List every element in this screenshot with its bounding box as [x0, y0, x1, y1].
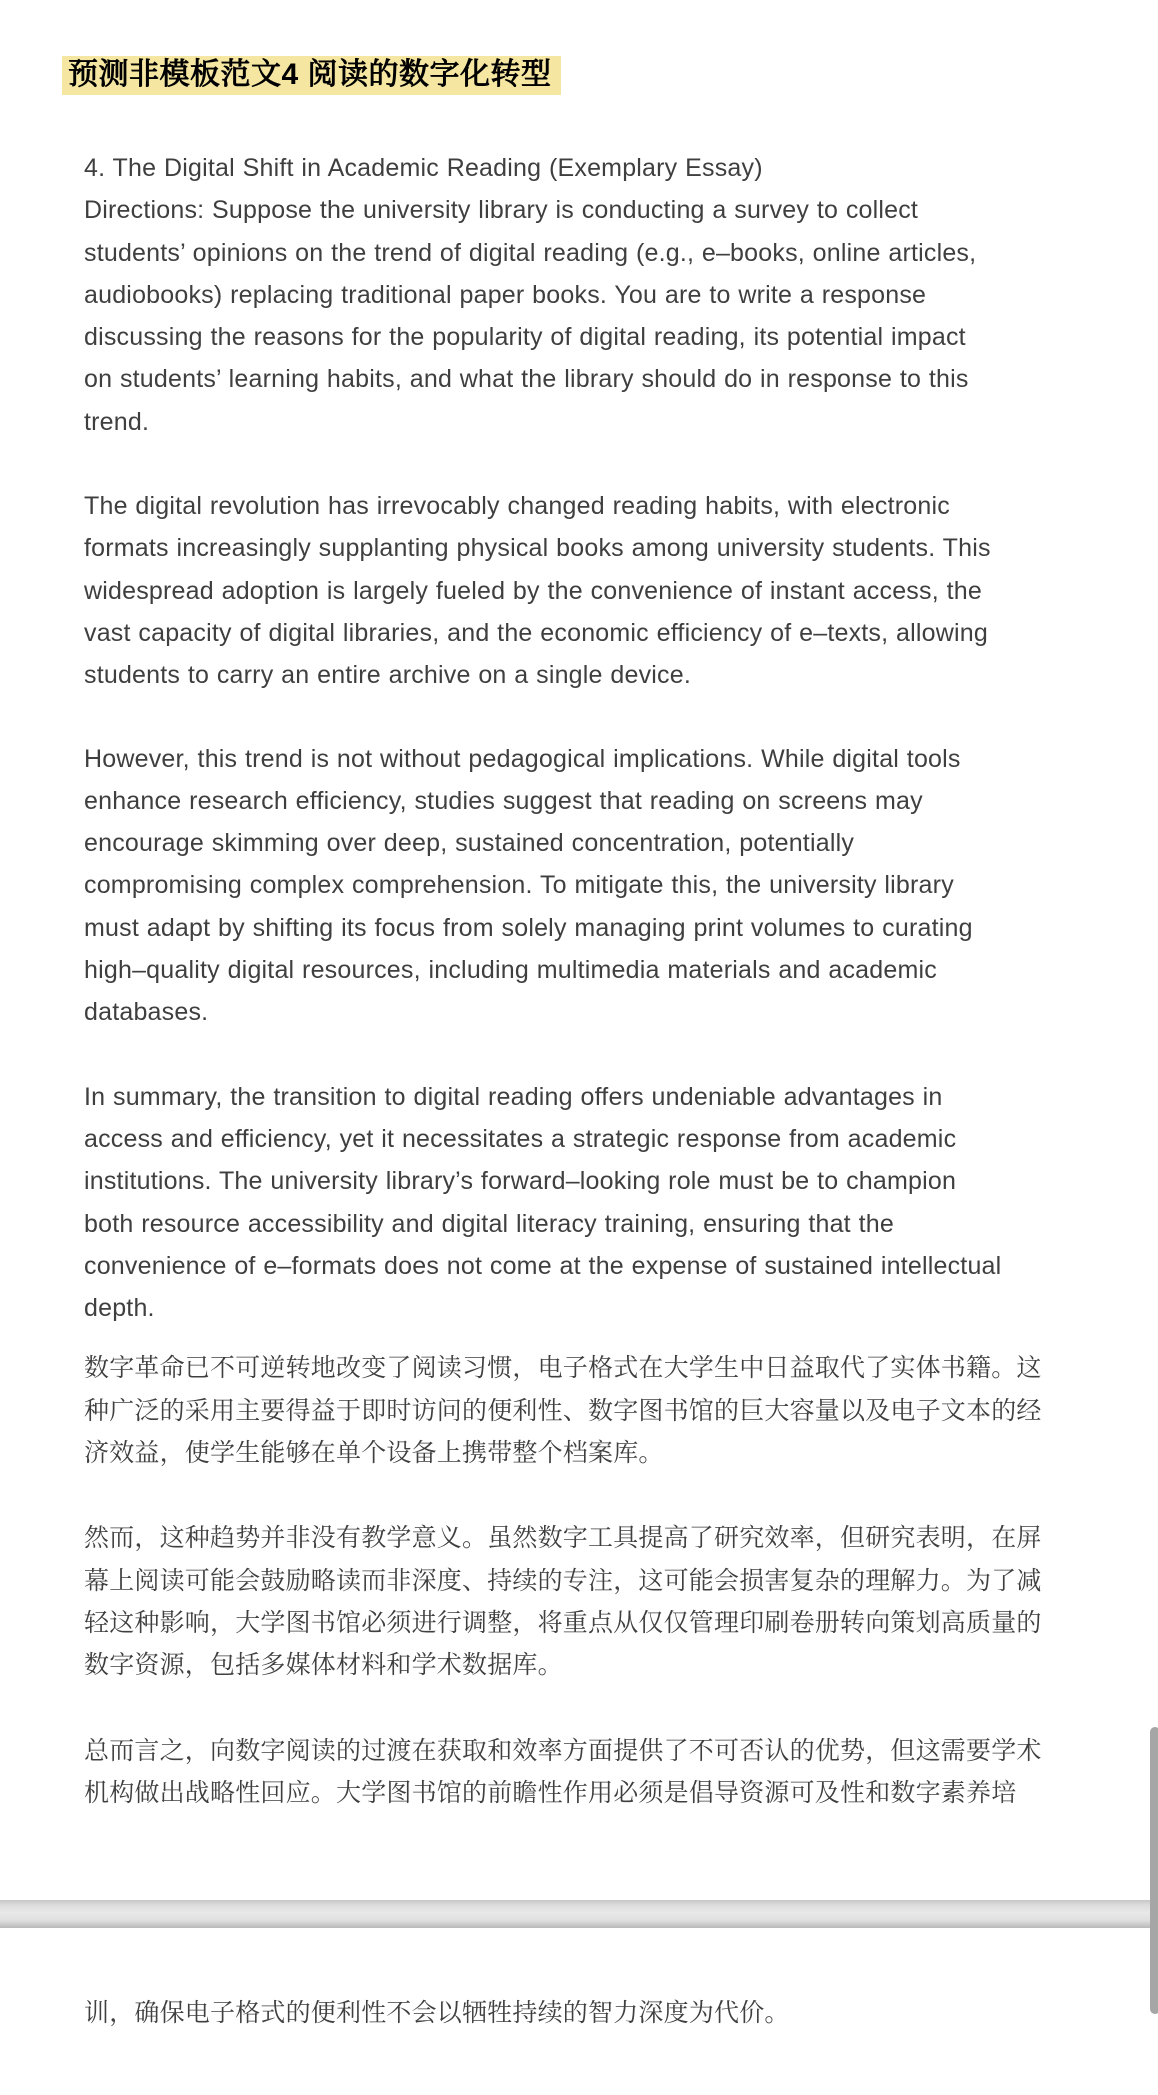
- essay-line: 机构做出战略性回应。大学图书馆的前瞻性作用必须是倡导资源可及性和数字素养培: [84, 1778, 1017, 1807]
- essay-paragraph: [84, 147, 1036, 443]
- essay-line: 种广泛的采用主要得益于即时访问的便利性、数字图书馆的巨大容量以及电子文本的经: [84, 1396, 1042, 1425]
- essay-line: However, this trend is not without pedagogical implications. While digital tools: [84, 744, 961, 773]
- essay-line: students to carry an entire archive on a single device.: [84, 661, 692, 690]
- essay-paragraph: [84, 738, 1036, 1034]
- essay-line: on students’ learning habits, and what the library should do in response to this: [84, 365, 969, 394]
- essay-line: 总而言之，向数字阅读的过渡在获取和效率方面提供了不可否认的优势，但这需要学术: [84, 1736, 1042, 1765]
- essay-line: 幕上阅读可能会鼓励略读而非深度、持续的专注，这可能会损害复杂的理解力。为了减: [84, 1566, 1042, 1595]
- essay-line: institutions. The university library’s forward–looking role must be to champion: [84, 1167, 957, 1196]
- essay-line: vast capacity of digital libraries, and the economic efficiency of e–texts, allowing: [84, 618, 988, 647]
- essay-paragraph-chinese: [84, 1517, 1042, 1686]
- essay-line-next-page: 训，确保电子格式的便利性不会以牺牲持续的智力深度为代价。: [84, 1999, 790, 2027]
- essay-line: discussing the reasons for the popularity of digital reading, its potential impact: [84, 323, 966, 352]
- essay-line: students’ opinions on the trend of digital reading (e.g., e–books, online articles,: [84, 238, 977, 267]
- essay-line: both resource accessibility and digital literacy training, ensuring that the: [84, 1209, 894, 1238]
- essay-paragraph-chinese: [84, 1347, 1042, 1474]
- essay-line: 济效益，使学生能够在单个设备上携带整个档案库。: [84, 1439, 664, 1468]
- essay-line: compromising complex comprehension. To mitigate this, the university library: [84, 871, 954, 900]
- page-title-text: 预测非模板范文4 阅读的数字化转型: [68, 58, 552, 91]
- essay-line: high–quality digital resources, including multimedia materials and academic: [84, 956, 937, 985]
- essay-line: databases.: [84, 998, 209, 1027]
- essay-paragraph: [84, 485, 1036, 696]
- essay-line: must adapt by shifting its focus from solely managing print volumes to curating: [84, 913, 973, 942]
- scrollbar-thumb[interactable]: [1150, 1727, 1158, 2014]
- essay-line: 4. The Digital Shift in Academic Reading (Exemplary Essay): [84, 154, 763, 182]
- essay-line: 数字革命已不可逆转地改变了阅读习惯，电子格式在大学生中日益取代了实体书籍。这: [84, 1354, 1042, 1383]
- essay-line: trend.: [84, 407, 150, 436]
- page-title: [62, 56, 561, 95]
- essay-line: depth.: [84, 1294, 155, 1323]
- essay-line: 然而，这种趋势并非没有教学意义。虽然数字工具提高了研究效率，但研究表明，在屏: [84, 1524, 1042, 1553]
- essay-line: formats increasingly supplanting physical books among university students. This: [84, 534, 991, 563]
- essay-content: [84, 147, 1042, 1814]
- essay-paragraph: [84, 1076, 1036, 1330]
- essay-line: The digital revolution has irrevocably changed reading habits, with electronic: [84, 492, 950, 521]
- essay-line: In summary, the transition to digital reading offers undeniable advantages in: [84, 1082, 943, 1111]
- essay-line: encourage skimming over deep, sustained concentration, potentially: [84, 829, 855, 858]
- essay-line: Directions: Suppose the university library is conducting a survey to collect: [84, 196, 919, 225]
- essay-line: audiobooks) replacing traditional paper books. You are to write a response: [84, 280, 927, 309]
- essay-line: 数字资源，包括多媒体材料和学术数据库。: [84, 1651, 563, 1680]
- essay-line: enhance research efficiency, studies suggest that reading on screens may: [84, 786, 923, 815]
- essay-line: widespread adoption is largely fueled by the convenience of instant access, the: [84, 576, 982, 605]
- essay-line: 轻这种影响，大学图书馆必须进行调整，将重点从仅仅管理印刷卷册转向策划高质量的: [84, 1608, 1042, 1637]
- essay-line: convenience of e–formats does not come at the expense of sustained intellectual: [84, 1251, 1002, 1280]
- page-separator: [0, 1900, 1158, 1928]
- essay-paragraph-chinese: [84, 1730, 1042, 1815]
- essay-line: access and efficiency, yet it necessitates a strategic response from academic: [84, 1124, 957, 1153]
